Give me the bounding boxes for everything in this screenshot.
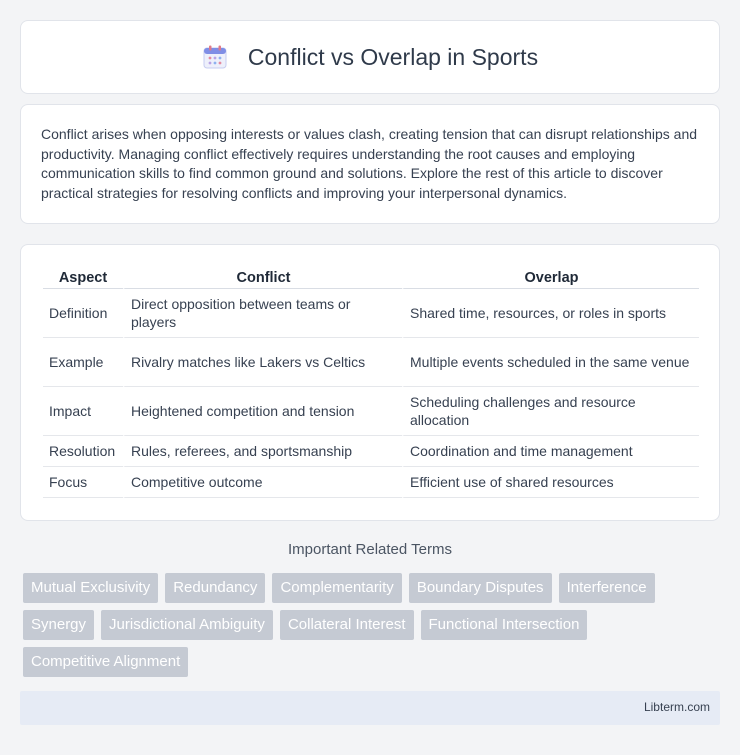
- tag-jurisdictional-ambiguity[interactable]: Jurisdictional Ambiguity: [101, 610, 273, 640]
- footer-site-link[interactable]: Libterm.com: [643, 700, 710, 714]
- tag-boundary-disputes[interactable]: Boundary Disputes: [409, 573, 552, 603]
- cell-aspect: Impact: [43, 387, 123, 436]
- cell-conflict: Rules, referees, and sportsmanship: [123, 436, 402, 467]
- tag-complementarity[interactable]: Complementarity: [272, 573, 401, 603]
- header-aspect: Aspect: [43, 265, 123, 289]
- tag-collateral-interest[interactable]: Collateral Interest: [280, 610, 414, 640]
- footer: [20, 691, 720, 725]
- title-card: [20, 20, 720, 94]
- cell-overlap: Shared time, resources, or roles in sports: [402, 289, 699, 338]
- tag-mutual-exclusivity[interactable]: Mutual Exclusivity: [23, 573, 158, 603]
- comparison-table-card: [20, 244, 720, 521]
- comparison-table: [43, 265, 699, 498]
- cell-aspect: Focus: [43, 467, 123, 498]
- related-terms-list: [23, 573, 723, 677]
- cell-conflict: Competitive outcome: [123, 467, 402, 498]
- table-header-row: [43, 265, 699, 289]
- table-row: [43, 289, 699, 338]
- intro-paragraph: Conflict arises when opposing interests or values clash, creating tension that can disrupt relationships and productivity. Managing conflict effectively requires understanding the root causes and employing communication skills to find common ground and solutions. Explore the rest of this article to discover practical strategies for resolving conflicts and improving your interpersonal dynamics.: [41, 126, 698, 201]
- page-title: Conflict vs Overlap in Sports: [247, 43, 539, 70]
- tag-functional-intersection[interactable]: Functional Intersection: [421, 610, 588, 640]
- cell-overlap: Multiple events scheduled in the same venue: [402, 338, 699, 387]
- intro-card: [20, 104, 720, 224]
- tag-competitive-alignment[interactable]: Competitive Alignment: [23, 647, 188, 677]
- title-wrap: [202, 44, 538, 71]
- cell-conflict: Rivalry matches like Lakers vs Celtics: [123, 338, 402, 387]
- tag-interference[interactable]: Interference: [559, 573, 655, 603]
- tag-redundancy[interactable]: Redundancy: [165, 573, 265, 603]
- header-conflict: Conflict: [123, 265, 402, 289]
- table-row: [43, 467, 699, 498]
- cell-overlap: Scheduling challenges and resource allocation: [402, 387, 699, 436]
- table-row: [43, 338, 699, 387]
- calendar-icon: [202, 44, 228, 70]
- header-overlap: Overlap: [402, 265, 699, 289]
- cell-aspect: Definition: [43, 289, 123, 338]
- cell-conflict: Heightened competition and tension: [123, 387, 402, 436]
- tag-synergy[interactable]: Synergy: [23, 610, 94, 640]
- cell-overlap: Efficient use of shared resources: [402, 467, 699, 498]
- cell-aspect: Example: [43, 338, 123, 387]
- cell-conflict: Direct opposition between teams or players: [123, 289, 402, 338]
- table-row: [43, 436, 699, 467]
- cell-overlap: Coordination and time management: [402, 436, 699, 467]
- related-terms-heading: Important Related Terms: [288, 541, 452, 558]
- cell-aspect: Resolution: [43, 436, 123, 467]
- table-row: [43, 387, 699, 436]
